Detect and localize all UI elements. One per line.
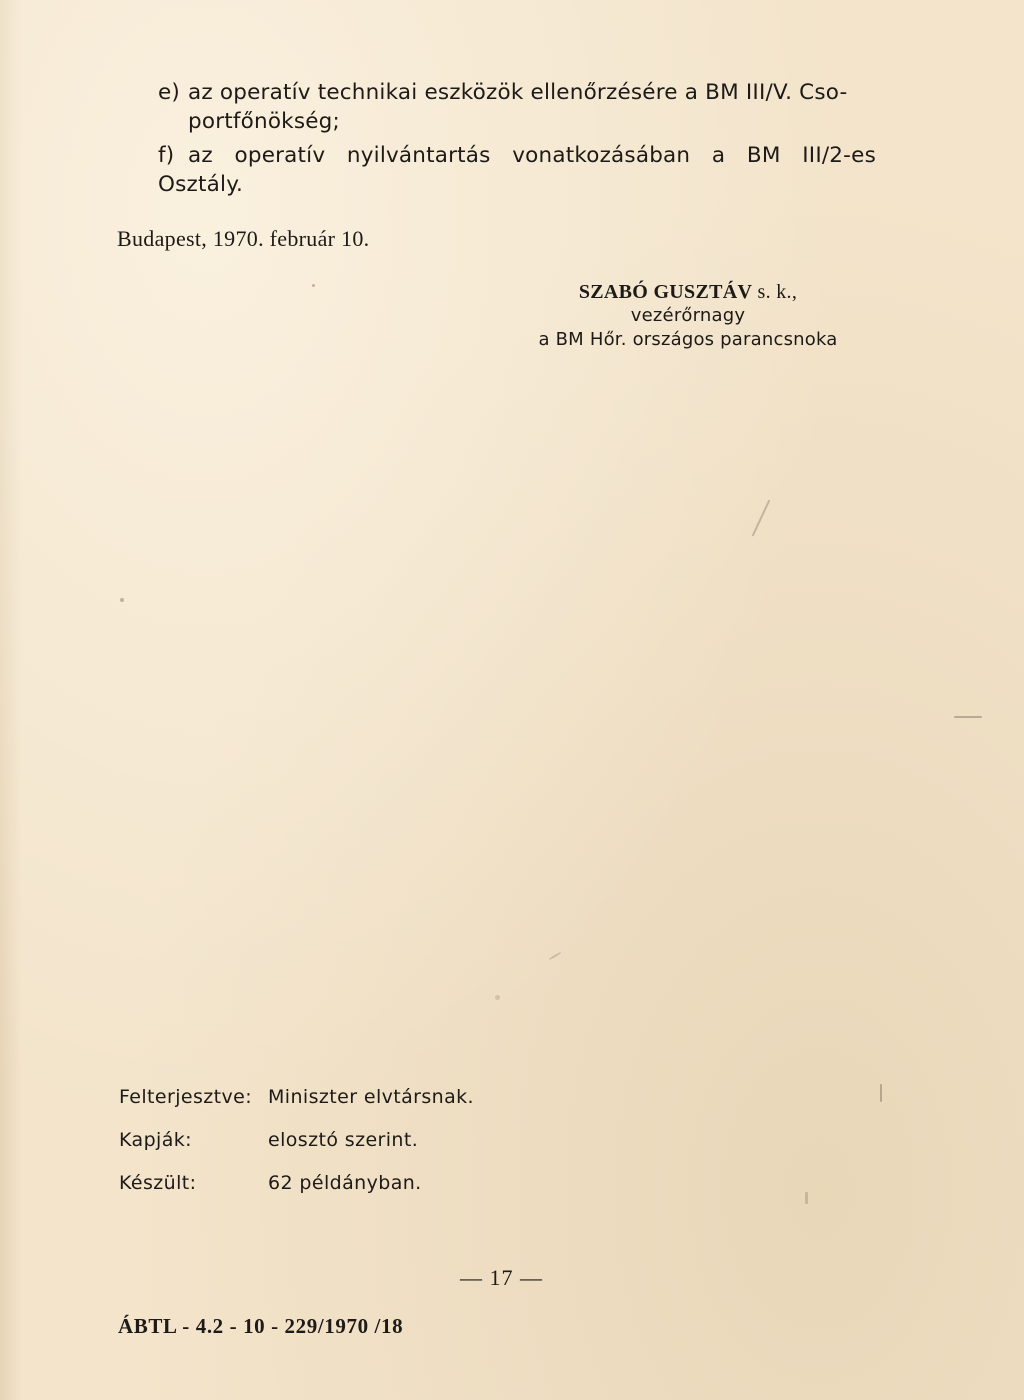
distribution-value: elosztó szerint.: [268, 1129, 419, 1151]
list-item-text-line-1: [188, 141, 876, 170]
signatory-office: a BM Hőr. országos parancsnoka: [538, 329, 838, 350]
word: vonatkozásában: [512, 143, 691, 168]
signatory-name-text: SZABÓ GUSZTÁV: [578, 281, 753, 303]
word: nyilvántartás: [346, 143, 491, 168]
page-number: — 17 —: [460, 1265, 543, 1290]
word: operatív: [234, 143, 326, 168]
list-item-text-line-1: az operatív technikai eszközök ellenőrzésére a BM III/V. Cso-: [188, 80, 848, 105]
paper-speck: [495, 995, 500, 1000]
distribution-value: 62 példányban.: [268, 1172, 422, 1194]
signatory-rank: vezérőrnagy: [630, 305, 746, 326]
distribution-label: Kapják:: [119, 1129, 192, 1151]
distribution-label: Készült:: [119, 1172, 197, 1194]
list-marker: e): [158, 80, 181, 105]
signature-block: [500, 280, 876, 352]
signatory-name: [500, 280, 876, 304]
word: az: [188, 143, 213, 168]
archive-reference: ÁBTL - 4.2 - 10 - 229/1970 /18: [118, 1314, 404, 1338]
word: a: [711, 143, 726, 168]
paper-speck: [312, 284, 315, 287]
word: III/2-es: [802, 143, 876, 168]
signatory-suffix: s. k.,: [752, 281, 798, 303]
paper-mark: [954, 716, 982, 718]
word: BM: [746, 143, 781, 168]
distribution-value: Miniszter elvtársnak.: [268, 1086, 474, 1108]
list-item-text-line-2: Osztály.: [158, 172, 244, 197]
list-marker: f): [158, 143, 175, 168]
paper-mark: [880, 1084, 882, 1102]
paper-speck: [120, 598, 124, 602]
paper-mark: [752, 499, 771, 536]
paper-mark: [805, 1192, 808, 1204]
document-date: Budapest, 1970. február 10.: [117, 226, 370, 251]
list-item-text-line-2: portfőnökség;: [188, 109, 340, 134]
paper-mark: [548, 952, 561, 961]
distribution-label: Felterjesztve:: [119, 1086, 253, 1108]
